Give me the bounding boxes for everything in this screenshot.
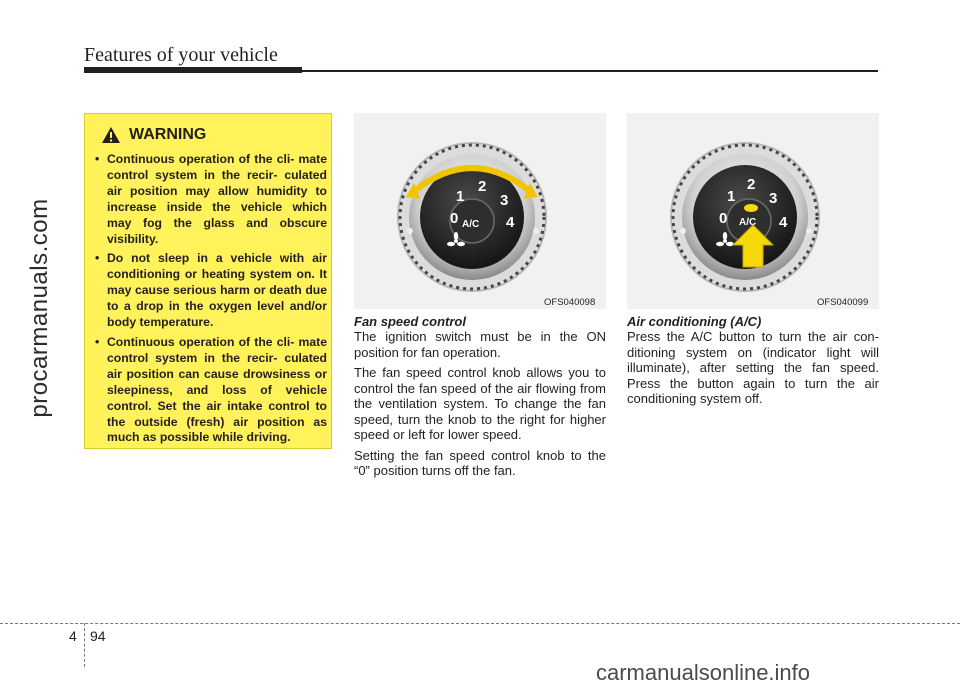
fan-label-4: 4 bbox=[506, 214, 515, 231]
ac-fig-label-4: 4 bbox=[779, 214, 788, 231]
figure-caption-fan: OFS040098 bbox=[544, 297, 596, 308]
figure-caption-ac: OFS040099 bbox=[817, 297, 869, 308]
warning-header bbox=[101, 126, 206, 144]
ac-section bbox=[627, 314, 879, 412]
ac-fig-label-3: 3 bbox=[769, 190, 778, 207]
fan-knob-illustration bbox=[354, 113, 606, 309]
header-rule bbox=[84, 67, 302, 73]
warning-title: WARNING bbox=[129, 126, 207, 143]
page-number: 94 bbox=[90, 628, 106, 644]
watermark-carmanualsonline: carmanualsonline.info bbox=[596, 660, 811, 685]
fan-ac-label: A/C bbox=[462, 219, 480, 230]
ac-button-label: A/C bbox=[739, 217, 757, 228]
fan-label-1: 1 bbox=[456, 188, 465, 205]
fan-speed-knob-figure bbox=[354, 113, 606, 309]
ac-fig-label-1: 1 bbox=[727, 188, 736, 205]
fan-speed-title: Fan speed control bbox=[354, 314, 466, 329]
ac-title: Air conditioning (A/C) bbox=[627, 314, 762, 329]
fan-speed-paragraph: The fan speed control knob allows you to control the fan speed of the air flowing from the ventilation system. To change the fan speed, turn the knob to the right for higher speed or left for lower speed. bbox=[354, 365, 606, 442]
watermark-procarmanuals: procarmanuals.com bbox=[26, 198, 53, 418]
ac-fig-label-2: 2 bbox=[747, 176, 756, 193]
warning-triangle-icon bbox=[101, 126, 121, 144]
chapter-number: 4 bbox=[69, 628, 77, 644]
fan-speed-paragraph: Setting the fan speed control knob to the “0” position turns off the fan. bbox=[354, 447, 606, 478]
ac-button-figure bbox=[627, 113, 879, 309]
warning-list bbox=[95, 152, 327, 450]
fan-label-3: 3 bbox=[500, 192, 509, 209]
warning-item: • Do not sleep in a vehicle with air conditioning or heating system on. It may cause serious harm or death due to a drop in the oxygen level and/or body temperature. bbox=[95, 251, 327, 331]
fan-speed-section bbox=[354, 314, 606, 484]
fan-label-0: 0 bbox=[450, 210, 459, 227]
fan-label-2: 2 bbox=[478, 178, 487, 195]
footer-divider bbox=[84, 623, 85, 667]
page-header-title: Features of your vehicle bbox=[84, 44, 278, 66]
ac-paragraph: Press the A/C button to turn the air con- ditioning system on (indicator light will illuminate), after setting the fan speed. Press the button again to turn the air conditioning system off. bbox=[627, 329, 879, 406]
warning-item: • Continuous operation of the cli- mate control system in the recir- culated air position can cause drowsiness or sleepiness, and loss of vehicle control. Set the air intake control to the outside (fresh) air position as much as possible while driving. bbox=[95, 335, 327, 446]
warning-item: • Continuous operation of the cli- mate control system in the recir- culated air position may allow humidity to increase inside the vehicle which may fog the glass and obscure visibility. bbox=[95, 152, 327, 247]
ac-knob-illustration bbox=[627, 113, 879, 309]
header-rule-thin bbox=[300, 70, 878, 72]
fan-speed-paragraph: The ignition switch must be in the ON position for fan operation. bbox=[354, 329, 606, 360]
warning-box bbox=[84, 113, 332, 449]
footer-rule bbox=[0, 623, 960, 624]
ac-fig-label-0: 0 bbox=[719, 210, 728, 227]
